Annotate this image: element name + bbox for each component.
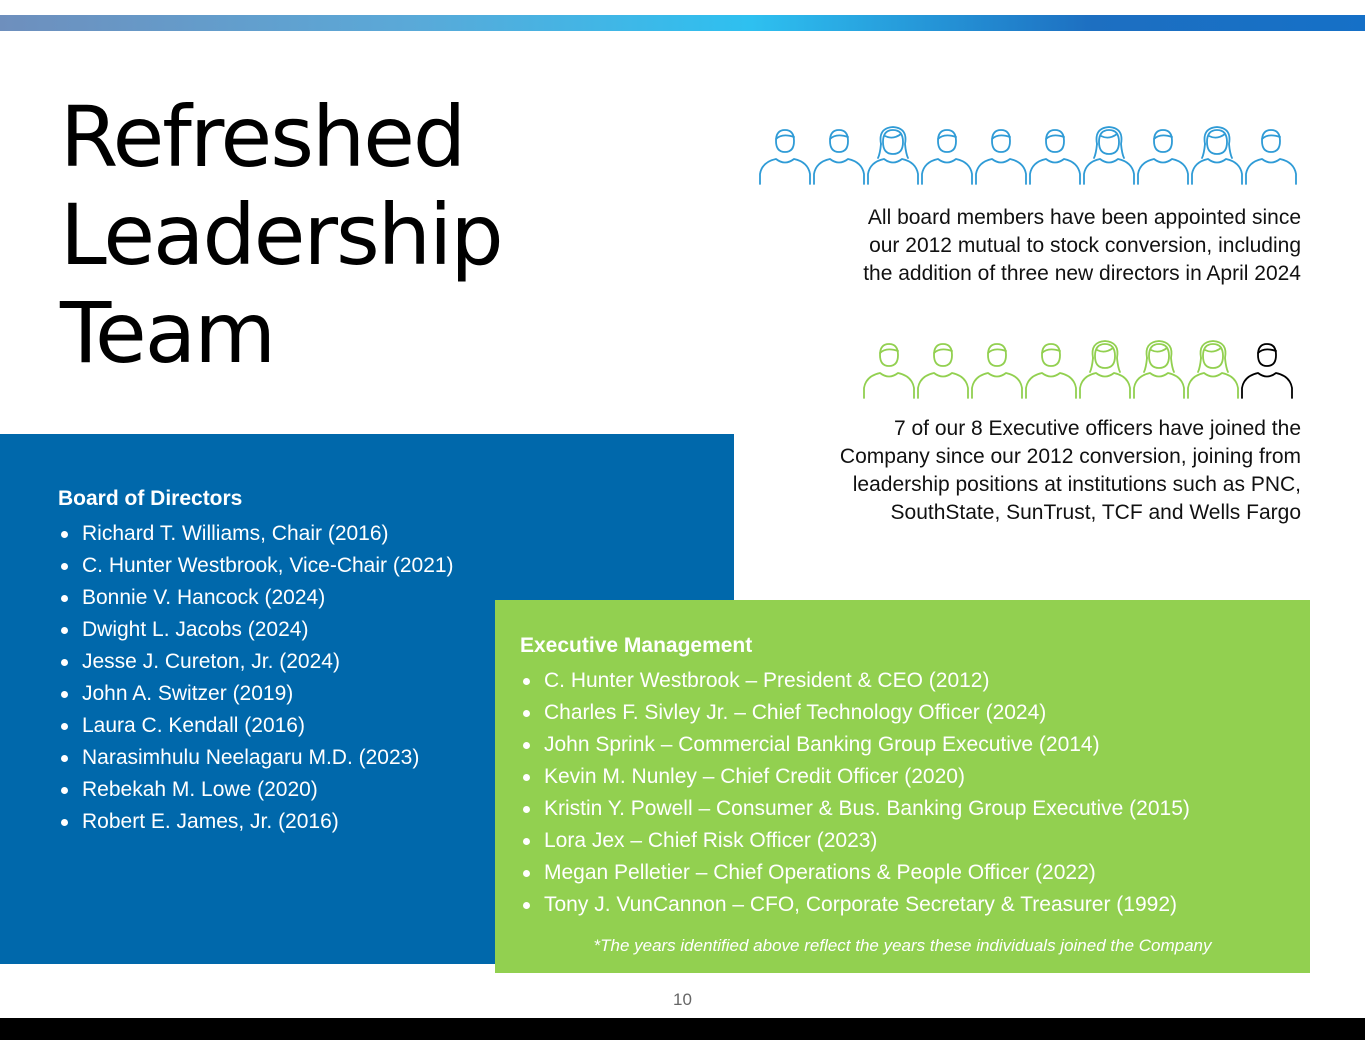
caption-line: All board members have been appointed since [867,206,1301,229]
caption-line: our 2012 mutual to stock conversion, including [869,234,1301,257]
board-member: Narasimhulu Neelagaru M.D. (2023) [58,742,454,774]
title-line: Refreshed [60,88,465,186]
executive-member: Charles F. Sivley Jr. – Chief Technology Officer (2024) [520,697,1190,729]
male-person-icon [1240,336,1294,402]
title-line: Leadership [60,186,502,284]
male-person-icon [974,122,1028,188]
male-person-icon [920,122,974,188]
board-member: Jesse J. Cureton, Jr. (2024) [58,646,454,678]
board-caption [741,204,1301,288]
bottom-bar [0,1018,1365,1040]
female-person-icon [1190,122,1244,188]
caption-line: 7 of our 8 Executive officers have joined the [893,417,1301,440]
caption-line: Company since our 2012 conversion, joining from [839,445,1301,468]
male-person-icon [916,336,970,402]
male-person-icon [758,122,812,188]
board-member: C. Hunter Westbrook, Vice-Chair (2021) [58,550,454,582]
female-person-icon [1078,336,1132,402]
executive-member: John Sprink – Commercial Banking Group Executive (2014) [520,729,1190,761]
executive-member: C. Hunter Westbrook – President & CEO (2012) [520,665,1190,697]
male-person-icon [1136,122,1190,188]
male-person-icon [1244,122,1298,188]
board-member: Richard T. Williams, Chair (2016) [58,518,454,550]
female-person-icon [1186,336,1240,402]
board-member: Robert E. James, Jr. (2016) [58,806,454,838]
executive-member: Tony J. VunCannon – CFO, Corporate Secretary & Treasurer (1992) [520,889,1190,921]
female-person-icon [1082,122,1136,188]
male-person-icon [812,122,866,188]
footnote: *The years identified above reflect the years these individuals joined the Company [593,936,1212,955]
executive-officers-icon-row [862,336,1294,402]
executive-member: Kevin M. Nunley – Chief Credit Officer (2020) [520,761,1190,793]
executive-member: Megan Pelletier – Chief Operations & People Officer (2022) [520,857,1190,889]
caption-line: the addition of three new directors in April 2024 [863,262,1301,285]
board-of-directors-list [58,484,454,838]
executive-member: Kristin Y. Powell – Consumer & Bus. Banking Group Executive (2015) [520,793,1190,825]
title-line: Team [60,284,275,382]
board-members-icon-row [758,122,1298,188]
page-title [60,88,502,382]
caption-line: SouthState, SunTrust, TCF and Wells Fargo [890,501,1301,524]
male-person-icon [1024,336,1078,402]
top-gradient-bar [0,15,1365,31]
board-member: Bonnie V. Hancock (2024) [58,582,454,614]
female-person-icon [1132,336,1186,402]
female-person-icon [866,122,920,188]
male-person-icon [970,336,1024,402]
board-member: John A. Switzer (2019) [58,678,454,710]
board-member: Laura C. Kendall (2016) [58,710,454,742]
page-number: 10 [673,990,692,1009]
executive-member: Lora Jex – Chief Risk Officer (2023) [520,825,1190,857]
caption-line: leadership positions at institutions such as PNC, [852,473,1301,496]
male-person-icon [1028,122,1082,188]
board-heading: Board of Directors [58,487,243,510]
board-member: Rebekah M. Lowe (2020) [58,774,454,806]
male-person-icon [862,336,916,402]
executive-management-list [520,631,1190,921]
board-member: Dwight L. Jacobs (2024) [58,614,454,646]
executive-caption [741,415,1301,527]
executive-heading: Executive Management [520,634,753,657]
